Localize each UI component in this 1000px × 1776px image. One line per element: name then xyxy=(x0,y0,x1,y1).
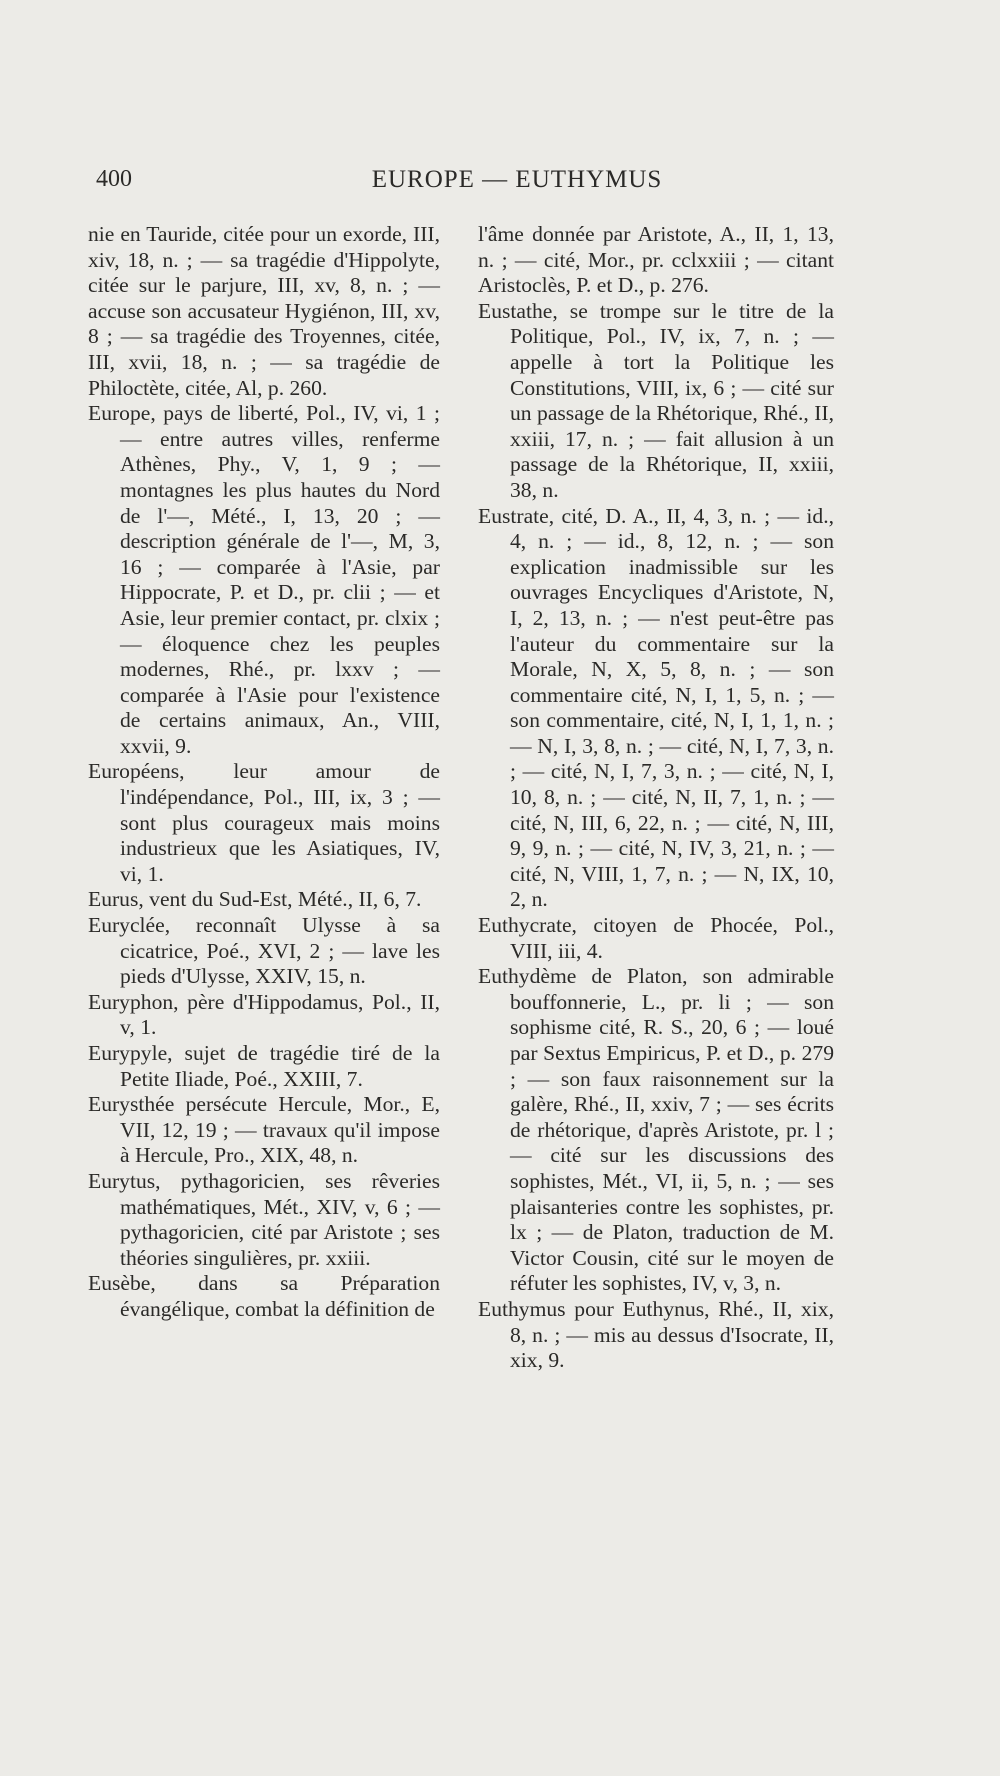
index-entry: Euthycrate, citoyen de Phocée, Pol., VIII, iii, 4. xyxy=(478,913,834,963)
index-entry: nie en Tauride, citée pour un exorde, III, xiv, 18, n. ; — sa tragédie d'Hippolyte, citée sur le parjure, III, xv, 8, n. ; — accuse son accusateur Hygiénon, III, xv, 8 ; — sa tragédie des Troyennes, citée, III, xvii, 18, n. ; — sa tragédie de Philoctète, citée, Al, p. 260. xyxy=(88,222,440,400)
index-entry: Euryclée, reconnaît Ulysse à sa cicatrice, Poé., XVI, 2 ; — lave les pieds d'Ulysse, XXIV, 15, n. xyxy=(88,913,440,989)
right-column xyxy=(478,222,834,1374)
index-entry: Europe, pays de liberté, Pol., IV, vi, 1 ; — entre autres villes, renferme Athènes, Phy., V, 1, 9 ; — montagnes les plus hautes du Nord de l'—, Mété., I, 13, 20 ; — description générale de l'—, M, 3, 16 ; — comparée à l'Asie, par Hippocrate, P. et D., pr. clii ; — et Asie, leur premier contact, pr. clxix ; — éloquence chez les peuples modernes, Rhé., pr. lxxv ; — comparée à l'Asie pour l'existence de certains animaux, An., VIII, xxvii, 9. xyxy=(88,401,440,758)
index-entry: Européens, leur amour de l'indépendance, Pol., III, ix, 3 ; — sont plus courageux mais moins industrieux que les Asiatiques, IV, vi, 1. xyxy=(88,759,440,886)
left-column xyxy=(88,222,440,1323)
index-entry: Eurysthée persécute Hercule, Mor., E, VII, 12, 19 ; — travaux qu'il impose à Hercule, Pro., XIX, 48, n. xyxy=(88,1092,440,1168)
index-entry: Eusèbe, dans sa Préparation évangélique, combat la définition de xyxy=(88,1271,440,1321)
index-entry: Euthydème de Platon, son admirable bouffonnerie, L., pr. li ; — son sophisme cité, R. S., 20, 6 ; — loué par Sextus Empiricus, P. et D., p. 279 ; — son faux raisonnement sur la galère, Rhé., II, xxiv, 7 ; — ses écrits de rhétorique, d'après Aristote, pr. l ; — cité sur les discussions des sophistes, Mét., VI, ii, 5, n. ; — ses plaisanteries contre les sophistes, pr. lx ; — de Platon, traduction de M. Victor Cousin, cité sur le moyen de réfuter les sophistes, IV, v, 3, n. xyxy=(478,964,834,1296)
index-entry: Eustrate, cité, D. A., II, 4, 3, n. ; — id., 4, n. ; — id., 8, 12, n. ; — son explication inadmissible sur les ouvrages Encycliques d'Aristote, N, I, 2, 13, n. ; — n'est peut-être pas l'auteur du commentaire sur la Morale, N, X, 5, 8, n. ; — son commentaire cité, N, I, 1, 5, n. ; — son commentaire, cité, N, I, 1, 1, n. ; — N, I, 3, 8, n. ; — cité, N, I, 7, 3, n. ; — cité, N, I, 7, 3, n. ; — cité, N, I, 10, 8, n. ; — cité, N, II, 7, 1, n. ; — cité, N, III, 6, 22, n. ; — cité, N, III, 9, 9, n. ; — cité, N, IV, 3, 21, n. ; — cité, N, VIII, 1, 7, n. ; — N, IX, 10, 2, n. xyxy=(478,503,834,912)
index-entry: l'âme donnée par Aristote, A., II, 1, 13, n. ; — cité, Mor., pr. cclxxiii ; — citant Aristoclès, P. et D., p. 276. xyxy=(478,222,834,298)
index-entry: Euthymus pour Euthynus, Rhé., II, xix, 8, n. ; — mis au dessus d'Isocrate, II, xix, 9. xyxy=(478,1296,834,1373)
index-entry: Eurus, vent du Sud-Est, Mété., II, 6, 7. xyxy=(88,887,422,912)
running-head: EUROPE — EUTHYMUS xyxy=(371,166,663,193)
page-number: 400 xyxy=(96,166,132,192)
index-entry: Euryphon, père d'Hippodamus, Pol., II, v, 1. xyxy=(88,989,440,1040)
index-entry: Eustathe, se trompe sur le titre de la Politique, Pol., IV, ix, 7, n. ; — appelle à tort la Politique les Constitutions, VIII, ix, 6 ; — cité sur un passage de la Rhétorique, Rhé., II, xxiii, 17, n. ; — fait allusion à un passage de la Rhétorique, II, xxiii, 38, n. xyxy=(478,298,834,502)
index-entry: Eurypyle, sujet de tragédie tiré de la Petite Iliade, Poé., XXIII, 7. xyxy=(88,1041,440,1091)
index-entry: Eurytus, pythagoricien, ses rêveries mathématiques, Mét., XIV, v, 6 ; — pythagoricien, cité par Aristote ; ses théories singulières, pr. xxiii. xyxy=(88,1168,440,1270)
